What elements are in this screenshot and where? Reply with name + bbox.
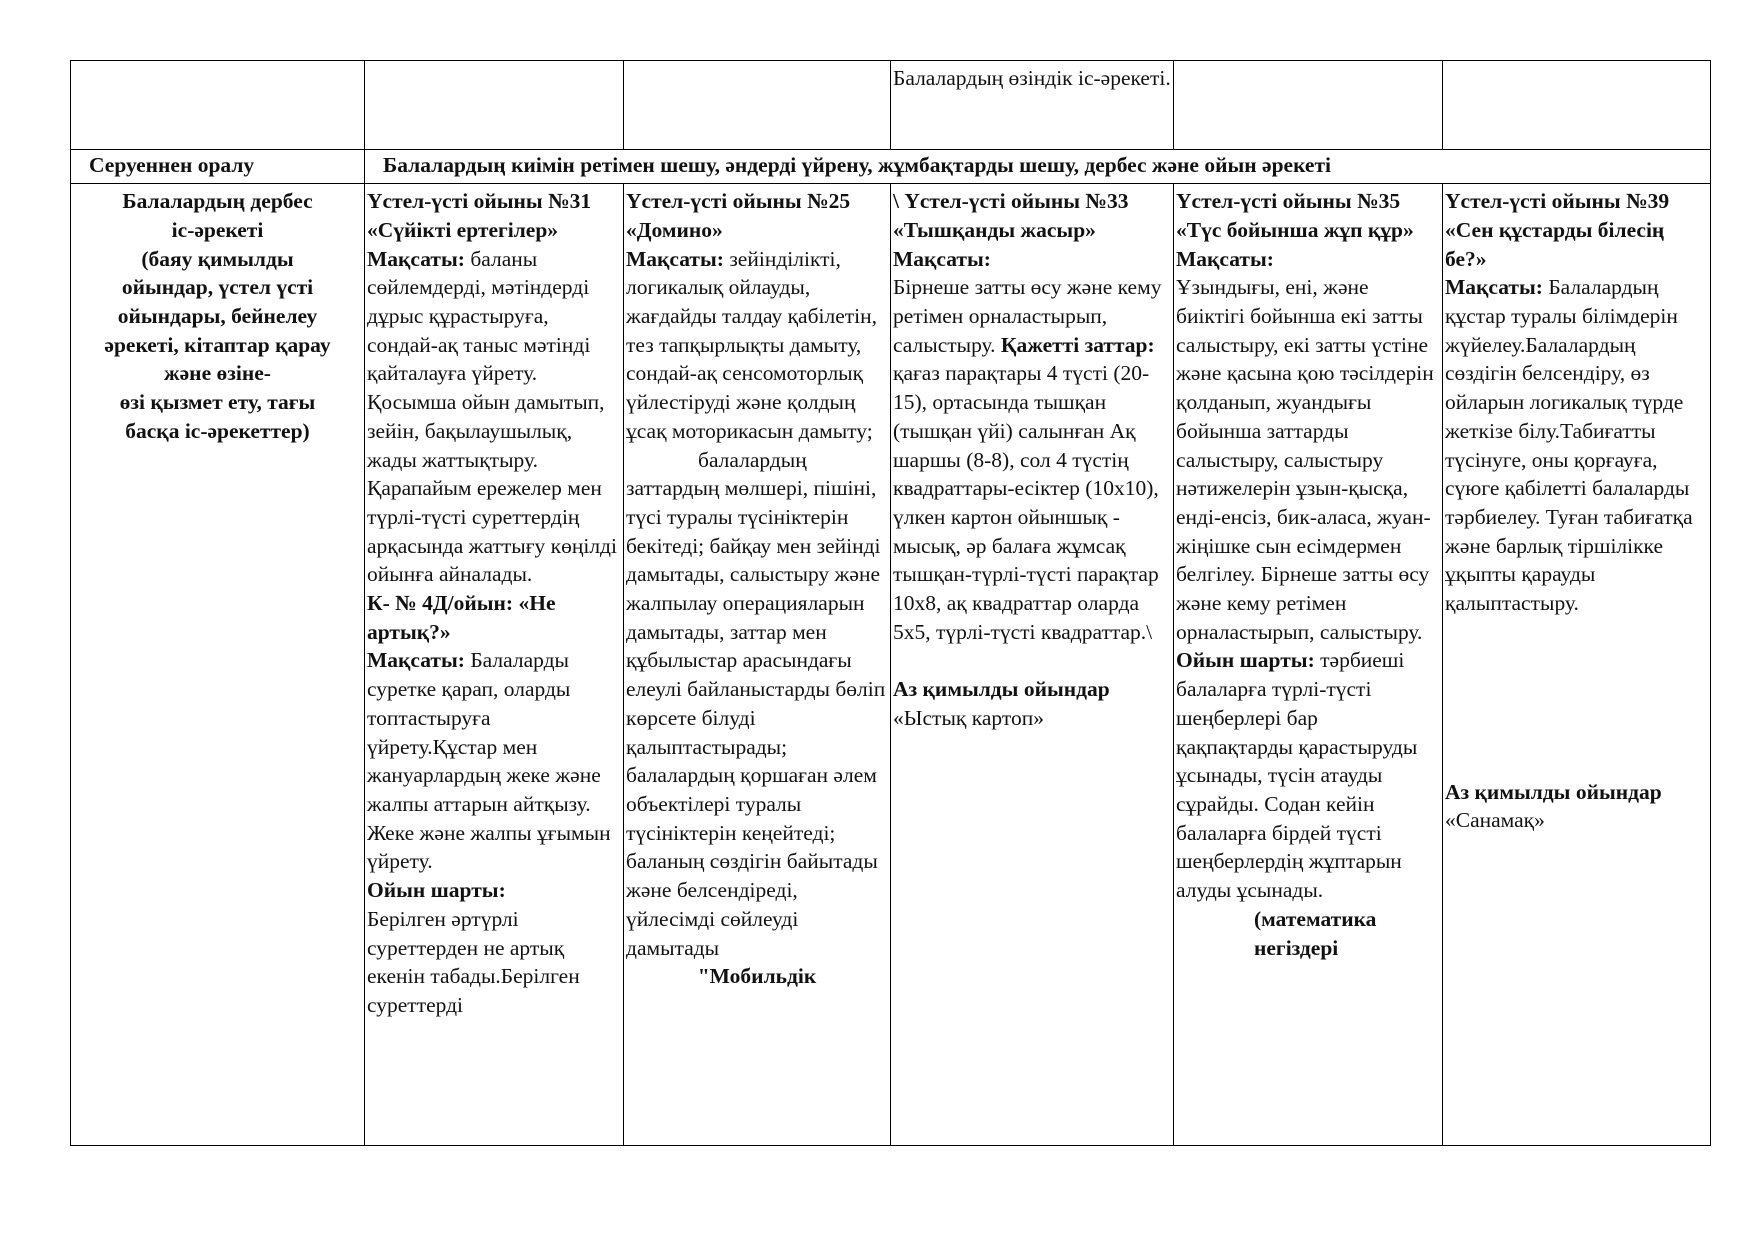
label-line: және өзіне- bbox=[164, 361, 271, 386]
game-title: Үстел-үсті ойыны №35 «Түс бойынша жұп құр» bbox=[1176, 189, 1414, 242]
goal-label: Мақсаты: bbox=[367, 246, 465, 271]
label-line: іс-әрекеті bbox=[171, 217, 264, 242]
low-mobility-games-title: Аз қимылды ойындар bbox=[893, 677, 1110, 702]
goal-cont-text: балалардың заттардың мөлшері, пішіні, түсі туралы түсініктерін бекітеді; байқау мен зейінді дамытады, салыстыру және жалпылау операцияларын дамытады, заттар мен құбылыстар арасындағы елеулі байланыстарды бөліп көрсете білуді қалыптастырады; балалардың қоршаған әлем объектілері туралы түсініктерін кеңейтеді; баланың сөздігін байытады және белсендіреді, үйлесімді сөйлеуді дамытады bbox=[626, 447, 886, 960]
row-label-independent-activity bbox=[71, 184, 365, 1146]
label-line: (баяу қимылды bbox=[141, 246, 294, 271]
return-activity-cell bbox=[365, 149, 1711, 183]
goal-text: зейінділікті, логикалық ойлауды, жағдайды талдау қабілетін, тез тапқырлықты дамыту, сондай-ақ сенсомоторлық үйлестіруді және қолдың ұсақ моторикасын дамыту; bbox=[626, 246, 878, 443]
empty-cell bbox=[71, 61, 365, 150]
label-line: Балалардың дербес bbox=[122, 189, 313, 214]
game-goal bbox=[893, 273, 1171, 646]
tuesday-activity-cell bbox=[624, 184, 891, 1146]
label-line: ойындары, бейнелеу bbox=[117, 304, 318, 329]
game-goal bbox=[626, 245, 888, 446]
label-line: басқа іс-әрекеттер) bbox=[125, 418, 310, 443]
game-title: Үстел-үсті ойыны №39 «Сен құстарды білесің бе?» bbox=[1445, 189, 1670, 271]
monday-activity-cell bbox=[365, 184, 624, 1146]
empty-cell bbox=[1174, 61, 1443, 150]
empty-cell bbox=[1443, 61, 1711, 150]
thursday-activity-cell bbox=[1174, 184, 1443, 1146]
low-mobility-games-title: Аз қимылды ойындар bbox=[1445, 779, 1662, 804]
game-title: Үстел-үсті ойыны №25 «Домино» bbox=[626, 189, 851, 242]
game-title: Үстел-үсті ойыны №31 «Сүйікті ертегілер» bbox=[367, 189, 592, 242]
game-title: \ Үстел-үсті ойыны №33 «Тышқанды жасыр» bbox=[893, 189, 1129, 242]
label-line: өзі қызмет ету, тағы bbox=[119, 390, 316, 415]
low-mobility-game: «Санамақ» bbox=[1445, 808, 1545, 833]
goal-label: Мақсаты: bbox=[626, 246, 724, 271]
goal-label: Мақсаты: bbox=[1445, 275, 1543, 300]
return-activity-text: Балалардың киімін ретімен шешу, әндерді үйрену, жұмбақтарды шешу, дербес және ойын әрекеті bbox=[383, 152, 1332, 177]
rules-text: тәрбиеші балаларға түрлі-түсті шеңберлері бар қақпақтарды қарастыруды ұсынады, түсін атауды сұрайды. Содан кейін балаларға бірдей түсті шеңберлердің жұптарын алуды ұсынады. bbox=[1176, 648, 1418, 903]
goal-text: баланы сөйлемдерді, мәтіндерді дұрыс құрастыруға, сондай-ақ таныс мәтінді қайталауға үйрету. Қосымша ойын дамытып, зейін, бақылаушылық, жады жаттықтыру. Қарапайым ережелер мен түрлі-түсті суреттердің арқасында жаттығу көңілді ойынға айналады. bbox=[367, 246, 617, 587]
goal-label: Мақсаты: bbox=[1176, 246, 1274, 271]
empty-cell bbox=[365, 61, 624, 150]
rules-label: Ойын шарты: bbox=[1176, 648, 1315, 673]
goal-label: Мақсаты: bbox=[367, 648, 465, 673]
game-goal bbox=[1445, 273, 1708, 617]
goal-text: Балаларды суретке қарап, оларды топтастыруға үйрету.Құстар мен жануарлардың жеке және жалпы аттарын айтқызу. Жеке және жалпы ұғымын үйрету. bbox=[367, 648, 611, 874]
game-goal bbox=[367, 646, 621, 876]
subject-note: (математика негіздері bbox=[1254, 906, 1377, 960]
needs-label: Қажетті заттар: bbox=[1000, 332, 1155, 357]
cell-text: Балалардың өзіндік іс-әрекеті. bbox=[893, 66, 1171, 90]
game-goal bbox=[367, 245, 621, 589]
table-row bbox=[71, 149, 1711, 183]
goal-text: Ұзындығы, ені, және биіктігі бойынша екі затты салыстыру, екі затты үстіне және қасына қою тәсілдерін қолданып, жуандығы бойынша заттарды салыстыру, салыстыру нәтижелерін ұзын-қысқа, енді-енсіз, бик-аласа, жуан-жіңішке сын есімдермен белгілеу. Бірнеше затты өсу және кему ретімен орналастырып, салыстыру. bbox=[1176, 275, 1434, 644]
label-line: әрекеті, кітаптар қарау bbox=[104, 332, 331, 357]
rules-text: Берілген әртүрлі суреттерден не артық екенін табады.Берілген суреттерді bbox=[367, 906, 580, 1017]
empty-cell bbox=[624, 61, 891, 150]
goal-continuation bbox=[626, 446, 888, 963]
rules-label: Ойын шарты: bbox=[367, 878, 506, 903]
table-row bbox=[71, 61, 1711, 150]
next-game-title: "Мобильдік bbox=[697, 964, 817, 989]
wednesday-activity-cell bbox=[891, 184, 1174, 1146]
goal-text: Бірнеше затты өсу және кему ретімен орналастырып, салыстыру. bbox=[893, 275, 1162, 357]
row-label-text: Серуеннен оралу bbox=[89, 152, 255, 177]
label-line: ойындар, үстел үсті bbox=[121, 275, 314, 300]
schedule-table bbox=[70, 60, 1711, 1146]
game-goal bbox=[1176, 273, 1440, 904]
friday-activity-cell bbox=[1443, 184, 1711, 1146]
goal-label: Мақсаты: bbox=[893, 246, 991, 271]
self-activity-cell bbox=[891, 61, 1174, 150]
table-row bbox=[71, 184, 1711, 1146]
low-mobility-game: «Ыстық картоп» bbox=[893, 705, 1044, 730]
goal-text: Балалардың құстар туралы білімдерін жүйелеу.Балалардың сөздігін белсендіру, өз ойларын логикалық түрде жеткізе білу.Табиғатты түсінуге, оны қорғауға, сүюге қабілетті балаларды тәрбиелеу. Туған табиғатқа және барлық тіршілікке ұқыпты қарауды қалыптастыру. bbox=[1445, 275, 1693, 616]
needs-text: қағаз парақтары 4 түсті (20-15), ортасында тышқан (тышқан үйі) салынған Ақ шаршы (8-8), сол 4 түстің квадраттары-есіктер (10х10), үлкен картон ойыншық - мысық, әр балаға жұмсақ тышқан-түрлі-түсті парақтар 10х8, ақ квадраттар оларда 5х5, түрлі-түсті квадраттар.\ bbox=[893, 361, 1159, 644]
game-title: К- № 4Д/ойын: «Не артық?» bbox=[367, 591, 556, 644]
row-label-return-from-walk bbox=[71, 149, 365, 183]
